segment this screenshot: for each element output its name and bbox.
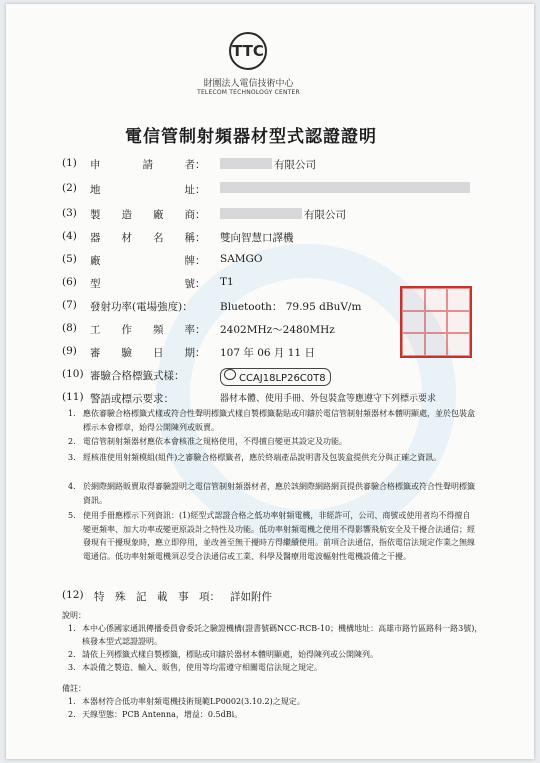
list-item [62,695,492,708]
field-value: 107 年 06 月 11 日 [220,347,315,359]
item-text: 經核准使用射頻模組(組件)之審驗合格標籤者，應於終端產品說明書及包裝盒提供充分與正確之資訊。 [83,453,442,462]
field-label: 申 請 者： [90,159,206,171]
item-number: 4. [68,482,76,491]
field-label: 型 號： [90,278,206,290]
field-value: SAMGO [220,253,263,265]
field-label: 工 作 頻 率： [90,324,206,336]
field-number: (5) [62,253,77,265]
list-item [62,622,492,648]
field-number: (6) [62,276,77,288]
item-number: 5. [68,511,76,520]
section-heading: 備註： [62,684,86,693]
list-item [68,451,478,479]
field-number: (9) [62,345,77,357]
certificate-title: 電信管制射頻器材型式認證證明 [125,127,377,147]
list-item [62,708,492,721]
field-label: 發射功率(電場強度)： [90,301,193,313]
field-label: 審 驗 日 期： [90,347,206,359]
item-text: 於網際網路販賣取得審驗證明之電信管制射頻器材者，應於該網際網路網頁提供審驗合格標籤或符合性聲明標籤資訊。 [83,482,475,505]
list-item [68,407,478,435]
field-value: 2402MHz～2480MHz [220,324,335,336]
item-text: 使用手冊應標示下列資訊：(1)經型式認證合格之低功率射頻電機，非經許可，公司、商號或使用者均不得擅自變更頻率、加大功率或變更原設計之特性及功能。低功率射頻電機之使用不得影響飛航安全及干擾合法通信；經發現有干擾現象時，應立即停用，並改善至無干擾時方得繼續使用。前項合法通信，指依電信法規定作業之無線電通信。低功率射頻電機須忍受合法通信或工業、科學及醫療用電波輻射性電機設備之干擾。 [83,511,475,561]
requirements-list [68,407,478,587]
field-number: (3) [62,207,77,219]
item-number: 1. [68,409,76,418]
field-number: (10) [62,368,84,380]
field-number: (2) [62,182,77,194]
field-value: Bluetooth： 79.95 dBuV/m [220,301,362,313]
approval-label-box: CCAJ18LP26C0T8 [220,368,331,386]
item-text: 本器材符合低功率射頻電機技術規範LP0002(3.10.2)之規定。 [82,697,305,706]
field-label: 審驗合格標籤式樣： [90,370,185,382]
list-item [68,435,478,449]
item-number: 2. [68,650,76,659]
redacted-block [220,158,272,169]
field-number: (12) [62,589,84,601]
field-label: 器 材 名 稱： [90,232,206,244]
item-text: 應依審驗合格標籤式樣或符合性聲明標籤式樣自製標籤黏貼或印鑄於電信管制射頻器材本體明顯處，並於包裝盒標示本會標章，始得公開陳列或販賣。 [83,409,475,432]
field-value: 有限公司 [220,207,346,222]
field-number: (4) [62,230,77,242]
field-label: 製 造 廠 商： [90,209,206,221]
field-value: 器材本體、使用手冊、外包裝盒等應遵守下列標示要求 [220,394,437,404]
field-number: (11) [62,391,84,403]
certificate-page [6,4,534,759]
redacted-block [220,208,302,219]
ncc-mark-icon [224,369,236,380]
item-text: 本設備之製造、輸入、販售，使用等均需遵守相關電信法規之規定。 [82,663,322,672]
org-name-en: TELECOM TECHNOLOGY CENTER [197,89,300,96]
item-text: 天線型態：PCB Antenna，增益：0.5dBi。 [82,710,243,719]
field-value: 有限公司 [220,157,316,172]
field-value [220,182,472,195]
item-number: 2. [68,437,76,446]
list-item [62,661,492,674]
section-heading: 說明： [62,611,86,620]
field-number: (1) [62,157,77,169]
item-number: 2. [68,710,76,719]
item-number: 3. [68,453,76,462]
remarks-section [62,682,492,727]
field-number: (8) [62,322,77,334]
field-value [220,368,331,386]
field-label: 廠 牌： [90,255,206,267]
item-number: 3. [68,663,76,672]
field-label: 地 址： [90,184,206,196]
list-item [68,509,478,589]
item-text: 電信管制射頻器材應依本會核准之規格使用，不得擅自變更其設定及功能。 [83,437,347,446]
ttc-logo-icon: TTC [229,32,267,70]
item-number: 1. [68,624,76,633]
field-value: 雙向智慧口譯機 [220,232,294,244]
field-value: T1 [220,276,234,288]
field-label: 警語或標示要求： [90,393,174,405]
field-value: 詳如附件 [230,591,272,603]
field-number: (7) [62,299,77,311]
redacted-block [220,182,470,193]
item-text: 本中心係國家通訊傳播委員會委託之驗證機構(證書號碼NCC-RCB-10；機構地址：高雄市路竹區路科一路3號)，核發本型式認證證明。 [82,624,483,646]
list-item [68,480,478,508]
item-text: 請依上列標籤式樣自製標籤，標貼或印鑄於器材本體明顯處，始得陳列或公開陳列。 [82,650,378,659]
list-item [62,648,492,661]
explanation-section [62,609,492,689]
item-number: 1. [68,697,76,706]
field-label: 特 殊 記 載 事 項： [94,591,220,603]
official-seal [400,286,472,358]
org-name: 財團法人電信技術中心 [203,79,294,89]
